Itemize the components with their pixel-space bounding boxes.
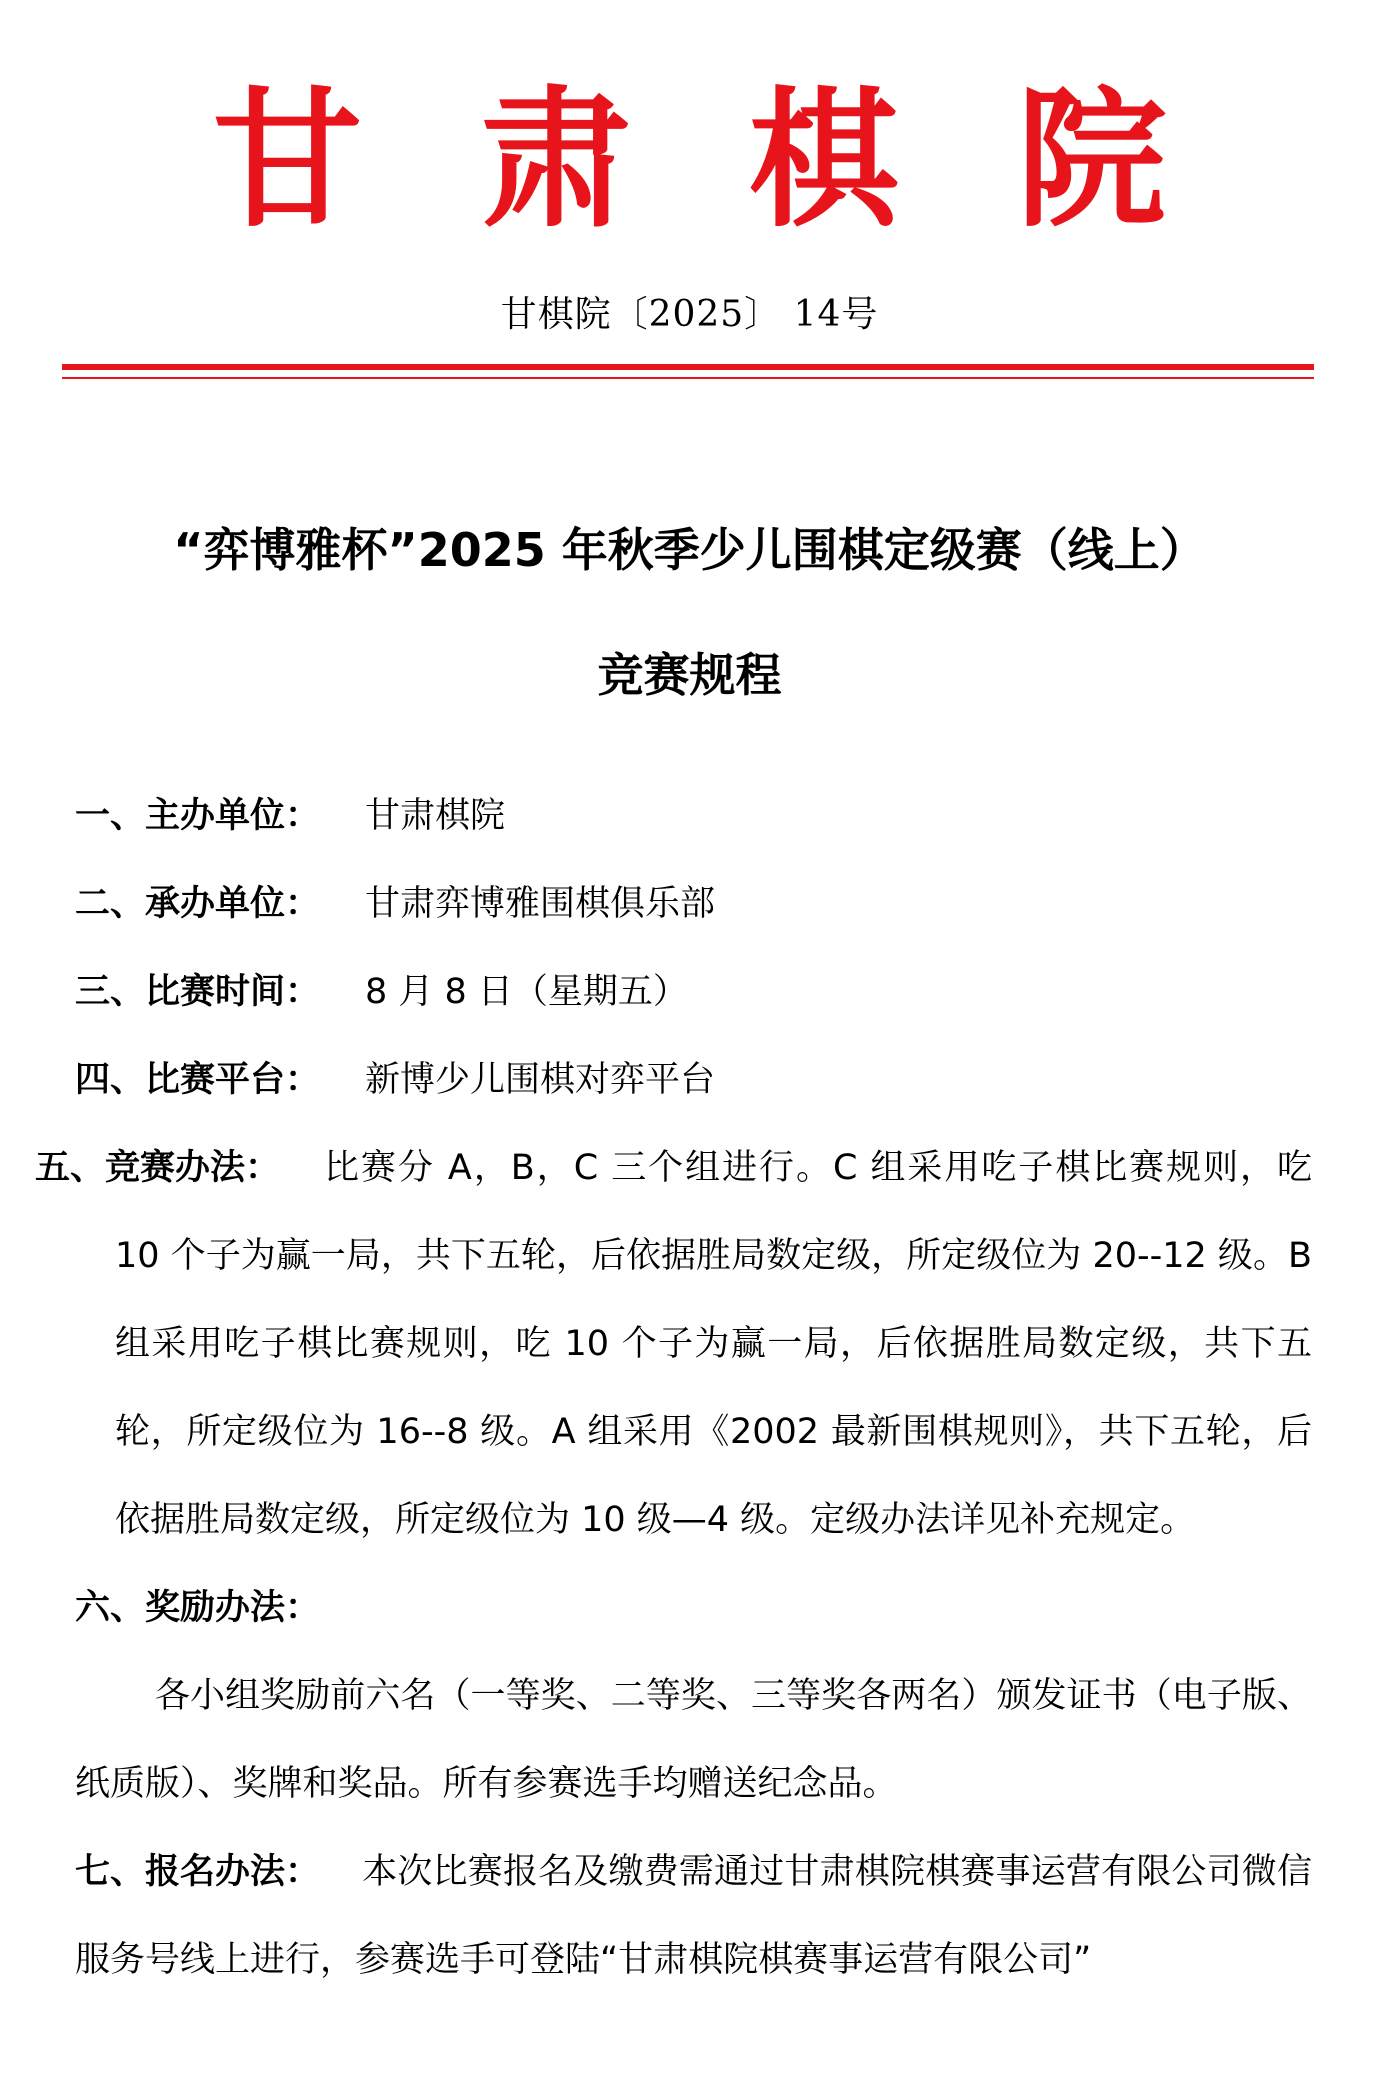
section-platform: [75, 1036, 1312, 1124]
section-label: 五、竞赛办法：: [35, 1148, 281, 1188]
section-awards-heading: [75, 1564, 1312, 1652]
section-text: 本次比赛报名及缴费需通过甘肃棋院棋赛事运营有限公司微信服务号线上进行，参赛选手可登陆“甘肃棋院棋赛事运营有限公司”: [75, 1852, 1312, 1980]
org-title: 甘肃棋院: [212, 72, 1285, 248]
section-organizer: [75, 772, 1312, 860]
section-value: 甘肃棋院: [365, 796, 506, 836]
section-label: 四、比赛平台：: [75, 1060, 321, 1100]
section-rules: [35, 1124, 1312, 1564]
section-label: 七、报名办法：: [75, 1852, 321, 1892]
section-text: 比赛分 A，B，C 三个组进行。C 组采用吃子棋比赛规则，吃 10 个子为赢一局，共下五轮，后依据胜局数定级，所定级位为 20--12 级。B 组采用吃子棋比赛规则，吃 10 个子为赢一局，后依据胜局数定级，共下五轮，所定级位为 16--8 级。A 组采用《2002 最新围棋规则》，共下五轮，后依据胜局数定级，所定级位为 10 级—4 级。定级办法详见补充规定。: [115, 1148, 1312, 1540]
section-value: 甘肃弈博雅围棋俱乐部: [365, 884, 716, 924]
section-value: 8 月 8 日（星期五）: [365, 972, 688, 1012]
section-label: 二、承办单位：: [75, 884, 321, 924]
section-time: [75, 948, 1312, 1036]
red-divider-thin: [62, 377, 1314, 379]
document-number: 甘棋院〔2025〕 14号: [500, 294, 879, 335]
section-host: [75, 860, 1312, 948]
section-label: 六、奖励办法：: [75, 1588, 321, 1628]
section-registration: [75, 1828, 1312, 2004]
section-label: 一、主办单位：: [75, 796, 321, 836]
red-divider-thick: [62, 364, 1314, 370]
document-title: “弈博雅杯”2025 年秋季少儿围棋定级赛（线上）: [173, 523, 1206, 577]
section-value: 新博少儿围棋对弈平台: [365, 1060, 716, 1100]
section-awards-text: 各小组奖励前六名（一等奖、二等奖、三等奖各两名）颁发证书（电子版、纸质版）、奖牌和奖品。所有参赛选手均赠送纪念品。: [75, 1676, 1312, 1804]
document-subtitle: 竞赛规程: [597, 648, 782, 702]
document-body: [35, 772, 1312, 2004]
section-label: 三、比赛时间：: [75, 972, 321, 1012]
